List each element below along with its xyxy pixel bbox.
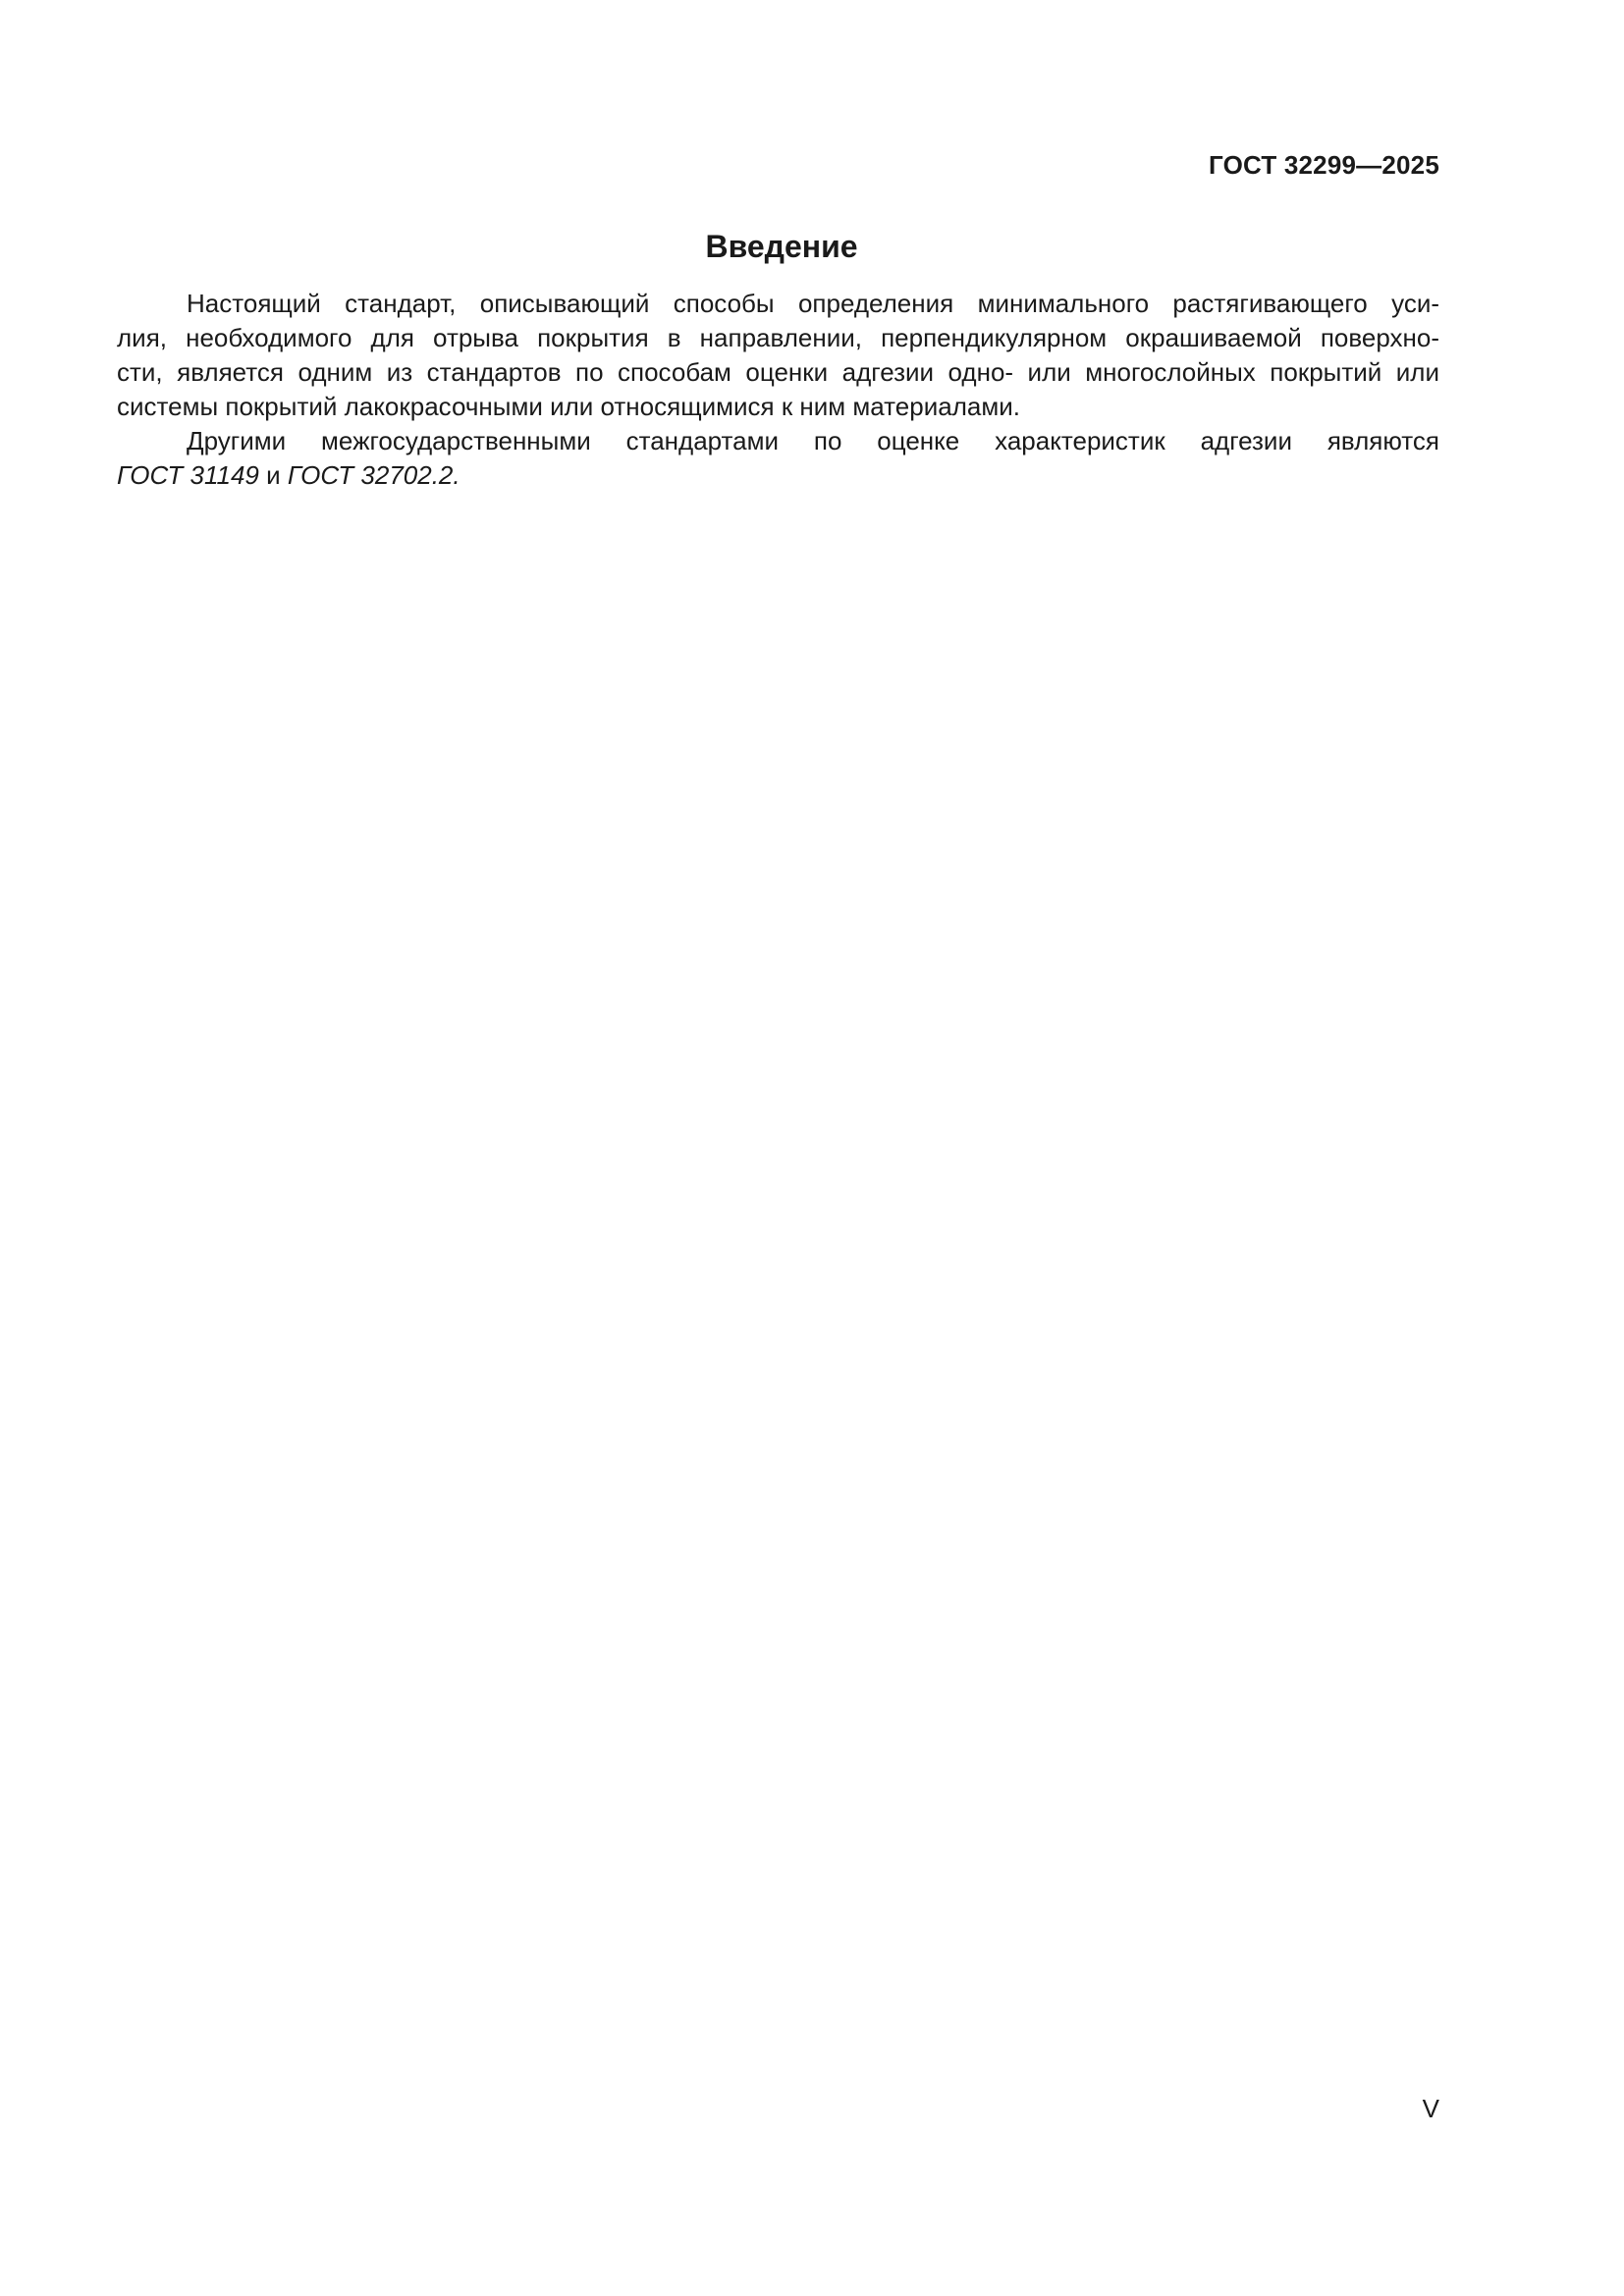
- section-body: [117, 287, 1439, 493]
- standard-reference: ГОСТ 31149: [117, 460, 259, 490]
- conjunction-text: и: [258, 460, 288, 490]
- section-title: Введение: [705, 229, 858, 264]
- standard-reference: ГОСТ 32702.2.: [287, 460, 460, 490]
- paragraph-line: системы покрытий лакокрасочными или относящимися к ним материалами.: [117, 392, 1020, 421]
- paragraph-1: [117, 287, 1439, 424]
- document-code: ГОСТ 32299—2025: [1209, 150, 1439, 180]
- paragraph-line: сти, является одним из стандартов по способам оценки адгезии одно- или многослойных покрытий или: [117, 357, 1439, 387]
- paragraph-line: Другими межгосударственными стандартами по оценке характеристик адгезии являются: [187, 426, 1439, 455]
- paragraph-line: Настоящий стандарт, описывающий способы определения минимального растягивающего уси-: [187, 289, 1439, 318]
- page-number: V: [1422, 2094, 1439, 2123]
- paragraph-line: лия, необходимого для отрыва покрытия в направлении, перпендикулярном окрашиваемой поверхно-: [117, 323, 1439, 352]
- paragraph-2: [117, 424, 1439, 493]
- paragraph-line: [117, 458, 1439, 493]
